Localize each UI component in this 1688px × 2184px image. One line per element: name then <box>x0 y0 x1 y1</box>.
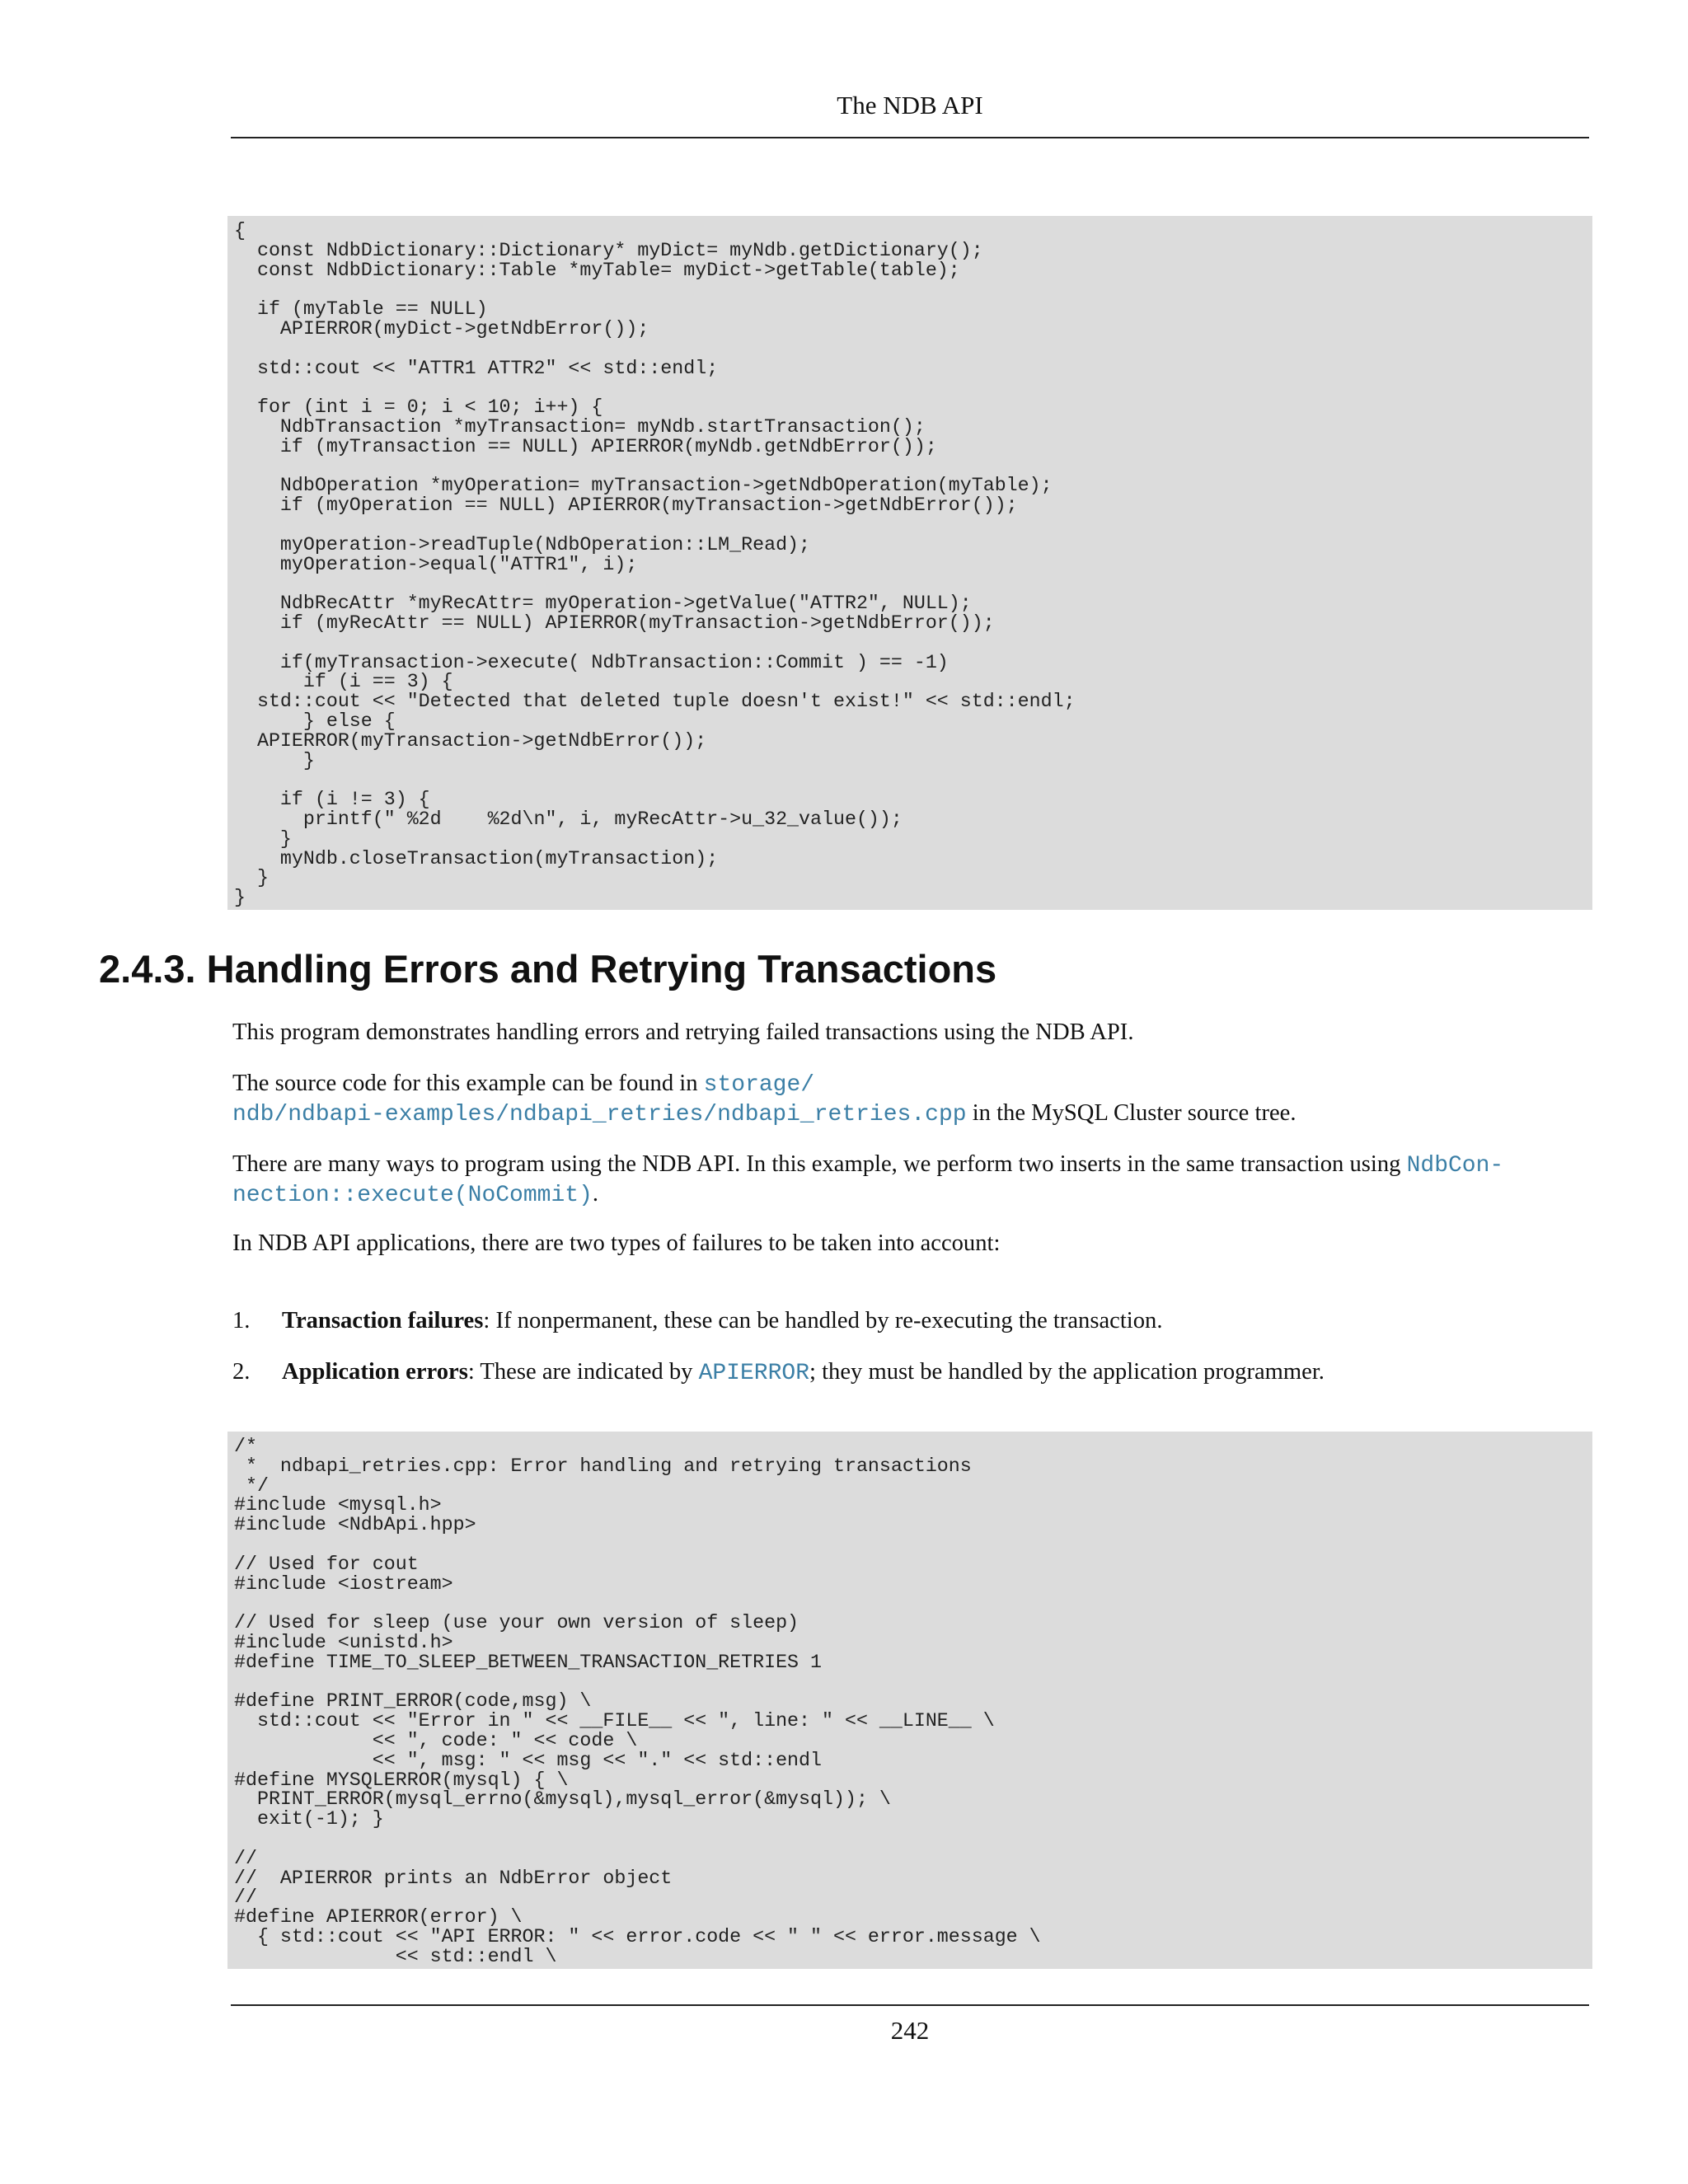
code-block-ndbapi-retries: /* * ndbapi_retries.cpp: Error handling and retrying transactions */ #include <mysql.h> #include <NdbApi.hpp> // Used for cout #include <iostream> // Used for sleep (use your own version of sleep) #include <unistd.h> #define TIME_TO_SLEEP_BETWEEN_TRANSACTION_RETRIES 1 #define PRINT_ERROR(code,msg) \ std::cout << "Error in " << __FILE__ << ", line: " << __LINE__ \ << ", code: " << code \ << ", msg: " << msg << "." << std::endl #define MYSQLERROR(mysql) { \ PRINT_ERROR(mysql_errno(&mysql),mysql_error(&mysql)); \ exit(-1); } // // APIERROR prints an NdbError object // #define APIERROR(error) \ { std::cout << "API ERROR: " << error.code << " " << error.message \ << std::endl \ <box>227 1432 1592 1969</box>
intro-paragraph: This program demonstrates handling errors and retrying failed transactions using the NDB API. <box>232 1019 1134 1045</box>
programming-text: There are many ways to program using the NDB API. In this example, we perform two inserts in the same transaction using <box>232 1151 1407 1177</box>
list-item-description: : If nonpermanent, these can be handled by re-executing the transaction. <box>483 1308 1163 1333</box>
source-file-link-cont[interactable]: ndb/ndbapi-examples/ndbapi_retries/ndbapi_retries.cpp <box>232 1102 967 1127</box>
programming-paragraph <box>232 1151 1584 1210</box>
list-item-number: 1. <box>232 1308 251 1333</box>
page-number: 242 <box>890 2016 930 2045</box>
source-location-text: The source code for this example can be found in <box>232 1071 704 1096</box>
source-location-suffix: in the MySQL Cluster source tree. <box>966 1100 1296 1126</box>
list-item-text <box>282 1308 1584 1334</box>
page-header: The NDB API <box>837 91 983 120</box>
failure-types-paragraph: In NDB API applications, there are two types of failures to be taken into account: <box>232 1230 1001 1256</box>
list-item-term: Application errors <box>282 1359 468 1385</box>
list-item-description-end: ; they must be handled by the application programmer. <box>809 1359 1325 1385</box>
list-item-description: : These are indicated by <box>467 1359 699 1385</box>
programming-suffix: . <box>592 1181 599 1207</box>
section-heading: 2.4.3. Handling Errors and Retrying Transactions <box>99 947 997 991</box>
execute-nocommit-link-cont[interactable]: nection::execute(NoCommit) <box>232 1183 593 1208</box>
apierror-link[interactable]: APIERROR <box>698 1361 809 1386</box>
list-item-number: 2. <box>232 1359 251 1385</box>
footer-rule <box>231 2004 1589 2006</box>
list-item-term: Transaction failures <box>282 1308 484 1333</box>
execute-nocommit-link[interactable]: NdbCon- <box>1406 1153 1504 1179</box>
source-file-link[interactable]: storage/ <box>703 1072 815 1098</box>
code-block-read-tuples: { const NdbDictionary::Dictionary* myDict= myNdb.getDictionary(); const NdbDictionary::Table *myTable= myDict->getTable(table); if (myTable == NULL) APIERROR(myDict->getNdbError()); std::cout << "ATTR1 ATTR2" << std::endl; for (int i = 0; i < 10; i++) { NdbTransaction *myTransaction= myNdb.startTransaction(); if (myTransaction == NULL) APIERROR(myNdb.getNdbError()); NdbOperation *myOperation= myTransaction->getNdbOperation(myTable); if (myOperation == NULL) APIERROR(myTransaction->getNdbError()); myOperation->readTuple(NdbOperation::LM_Read); myOperation->equal("ATTR1", i); NdbRecAttr *myRecAttr= myOperation->getValue("ATTR2", NULL); if (myRecAttr == NULL) APIERROR(myTransaction->getNdbError()); if(myTransaction->execute( NdbTransaction::Commit ) == -1) if (i == 3) { std::cout << "Detected that deleted tuple doesn't exist!" << std::endl; } else { APIERROR(myTransaction->getNdbError()); } if (i != 3) { printf(" %2d %2d\n", i, myRecAttr->u_32_value()); } myNdb.closeTransaction(myTransaction); } } <box>227 216 1592 910</box>
header-rule <box>231 137 1589 138</box>
source-location-paragraph <box>232 1070 1584 1129</box>
list-item-text <box>282 1359 1584 1386</box>
